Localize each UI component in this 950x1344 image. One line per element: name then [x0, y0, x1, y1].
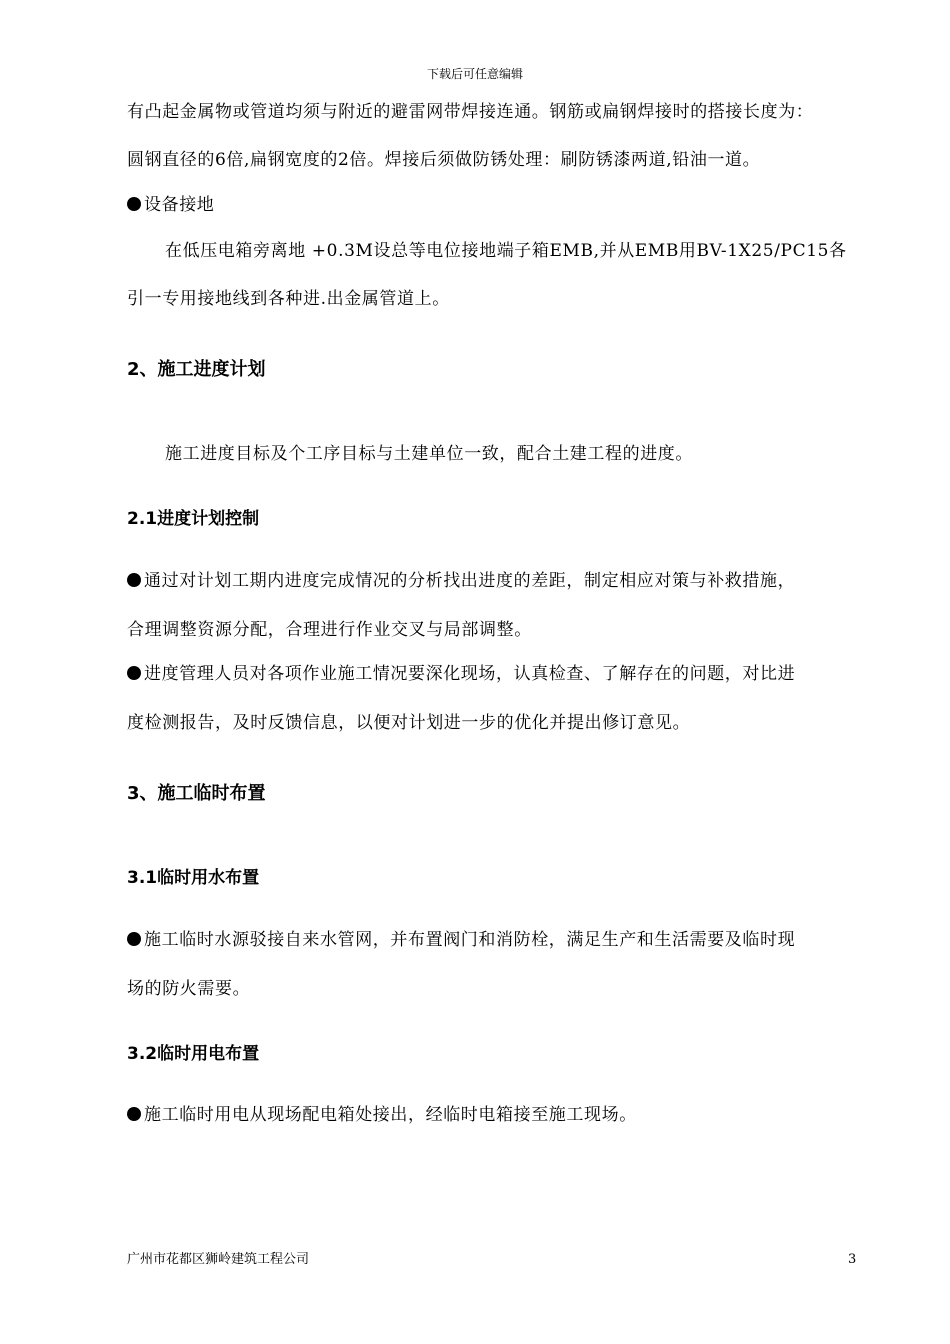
subsection-heading: 2.1进度计划控制	[127, 509, 260, 529]
subsection-heading: 3.1临时用水布置	[127, 868, 260, 888]
bullet-item	[127, 1104, 637, 1126]
bullet-text: 进度管理人员对各项作业施工情况要深化现场，认真检查、了解存在的问题，对比进	[144, 664, 796, 684]
bullet-item	[127, 663, 795, 685]
paragraph-line: 引一专用接地线到各种进.出金属管道上。	[127, 289, 450, 309]
paragraph-line: 施工进度目标及个工序目标与土建单位一致，配合土建工程的进度。	[165, 444, 693, 464]
paragraph-line: 在低压电箱旁离地 +0.3M设总等电位接地端子箱EMB,并从EMB用BV-1X25/PC15各	[165, 241, 847, 261]
bullet-text: 施工临时水源驳接自来水管网，并布置阀门和消防栓，满足生产和生活需要及临时现	[144, 930, 796, 950]
subsection-heading: 3.2临时用电布置	[127, 1044, 260, 1064]
bullet-item	[127, 570, 795, 592]
footer-page-number: 3	[848, 1252, 857, 1267]
bullet-icon	[127, 932, 141, 946]
section-heading: 3、施工临时布置	[127, 783, 266, 804]
bullet-icon	[127, 1107, 141, 1121]
bullet-icon	[127, 197, 141, 211]
bullet-text: 通过对计划工期内进度完成情况的分析找出进度的差距，制定相应对策与补救措施，	[144, 571, 796, 591]
paragraph-line: 场的防火需要。	[127, 979, 251, 999]
bullet-text: 施工临时用电从现场配电箱处接出，经临时电箱接至施工现场。	[144, 1105, 637, 1125]
bullet-label: 设备接地	[144, 195, 215, 215]
paragraph-line: 圆钢直径的6倍,扁钢宽度的2倍。焊接后须做防锈处理：刷防锈漆两道,铅油一道。	[127, 150, 761, 170]
bullet-item	[127, 929, 795, 951]
bullet-icon	[127, 666, 141, 680]
paragraph-line: 有凸起金属物或管道均须与附近的避雷网带焊接连通。钢筋或扁钢焊接时的搭接长度为：	[127, 102, 814, 122]
footer-company: 广州市花都区狮岭建筑工程公司	[127, 1252, 310, 1267]
section-heading: 2、施工进度计划	[127, 359, 266, 380]
bullet-item-equipment-grounding	[127, 194, 214, 216]
paragraph-line: 度检测报告，及时反馈信息，以便对计划进一步的优化并提出修订意见。	[127, 713, 691, 733]
paragraph-line: 合理调整资源分配，合理进行作业交叉与局部调整。	[127, 620, 532, 640]
page-header-note: 下载后可任意编辑	[426, 67, 523, 81]
bullet-icon	[127, 573, 141, 587]
